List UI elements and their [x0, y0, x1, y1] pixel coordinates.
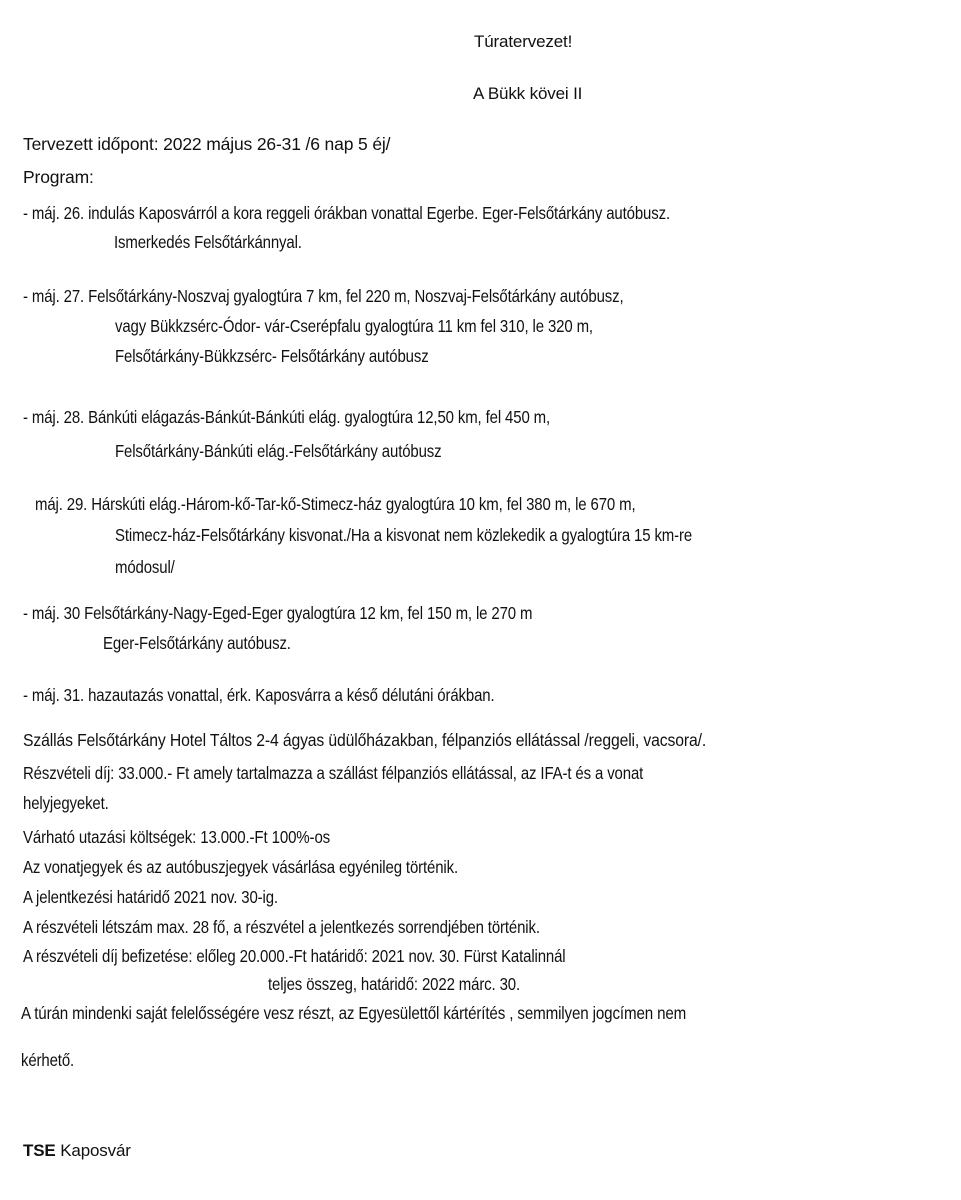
participant-limit: A részvételi létszám max. 28 fő, a részvétel a jelentkezés sorrendjében történik. — [23, 917, 540, 937]
program-day-26-line-2: Ismerkedés Felsőtárkánnyal. — [114, 232, 302, 252]
planned-date: Tervezett időpont: 2022 május 26-31 /6 nap 5 éj/ — [23, 134, 391, 154]
ticket-purchase-info: Az vonatjegyek és az autóbuszjegyek vásárlása egyénileg történik. — [23, 857, 458, 877]
document-title: Túratervezet! — [474, 32, 573, 51]
liability-disclaimer-line-2: kérhető. — [21, 1050, 75, 1070]
program-day-28-line-2: Felsőtárkány-Bánkúti elág.-Felsőtárkány autóbusz — [115, 441, 442, 461]
program-day-29-line-1: máj. 29. Hárskúti elág.-Három-kő-Tar-kő-Stimecz-ház gyalogtúra 10 km, fel 380 m, le 670 m, — [35, 494, 636, 514]
program-day-26-line-1: - máj. 26. indulás Kaposvárról a kora reggeli órákban vonattal Egerbe. Eger-Felsőtárkány autóbusz. — [23, 203, 670, 223]
participation-fee-line-2: helyjegyeket. — [23, 793, 109, 813]
expected-travel-costs: Várható utazási költségek: 13.000.-Ft 100%-os — [23, 827, 331, 847]
program-day-31-line-1: - máj. 31. hazautazás vonattal, érk. Kaposvárra a késő délutáni órákban. — [23, 685, 495, 705]
document-subtitle: A Bükk kövei II — [473, 84, 583, 103]
program-day-29-line-3: módosul/ — [115, 557, 175, 577]
program-day-27-line-3: Felsőtárkány-Bükkzsérc- Felsőtárkány autóbusz — [115, 346, 429, 366]
program-day-27-line-1: - máj. 27. Felsőtárkány-Noszvaj gyalogtúra 7 km, fel 220 m, Noszvaj-Felsőtárkány autóbusz, — [23, 286, 624, 306]
payment-full-amount: teljes összeg, határidő: 2022 márc. 30. — [268, 974, 521, 994]
signature-org: TSE — [23, 1141, 56, 1160]
payment-deposit: A részvételi díj befizetése: előleg 20.000.-Ft határidő: 2021 nov. 30. Fürst Katalinnál — [23, 946, 566, 966]
program-day-30-line-2: Eger-Felsőtárkány autóbusz. — [103, 633, 291, 653]
program-day-30-line-1: - máj. 30 Felsőtárkány-Nagy-Eged-Eger gyalogtúra 12 km, fel 150 m, le 270 m — [23, 603, 533, 623]
program-label: Program: — [23, 167, 94, 187]
program-day-29-line-2: Stimecz-ház-Felsőtárkány kisvonat./Ha a kisvonat nem közlekedik a gyalogtúra 15 km-re — [115, 525, 693, 545]
accommodation-info: Szállás Felsőtárkány Hotel Táltos 2-4 ágyas üdülőházakban, félpanziós ellátással /reggeli, vacsora/. — [23, 730, 707, 750]
signature — [23, 1140, 131, 1162]
program-day-27-line-2: vagy Bükkzsérc-Ódor- vár-Cserépfalu gyalogtúra 11 km fel 310, le 320 m, — [115, 316, 593, 336]
signature-city: Kaposvár — [60, 1141, 131, 1160]
participation-fee-line-1: Részvételi díj: 33.000.- Ft amely tartalmazza a szállást félpanziós ellátással, az IFA-t és a vonat — [23, 763, 644, 783]
liability-disclaimer-line-1: A túrán mindenki saját felelősségére vesz részt, az Egyesülettől kártérítés , semmilyen jogcímen nem — [21, 1003, 687, 1023]
program-day-28-line-1: - máj. 28. Bánkúti elágazás-Bánkút-Bánkúti elág. gyalogtúra 12,50 km, fel 450 m, — [23, 407, 551, 427]
registration-deadline: A jelentkezési határidő 2021 nov. 30-ig. — [23, 887, 278, 907]
